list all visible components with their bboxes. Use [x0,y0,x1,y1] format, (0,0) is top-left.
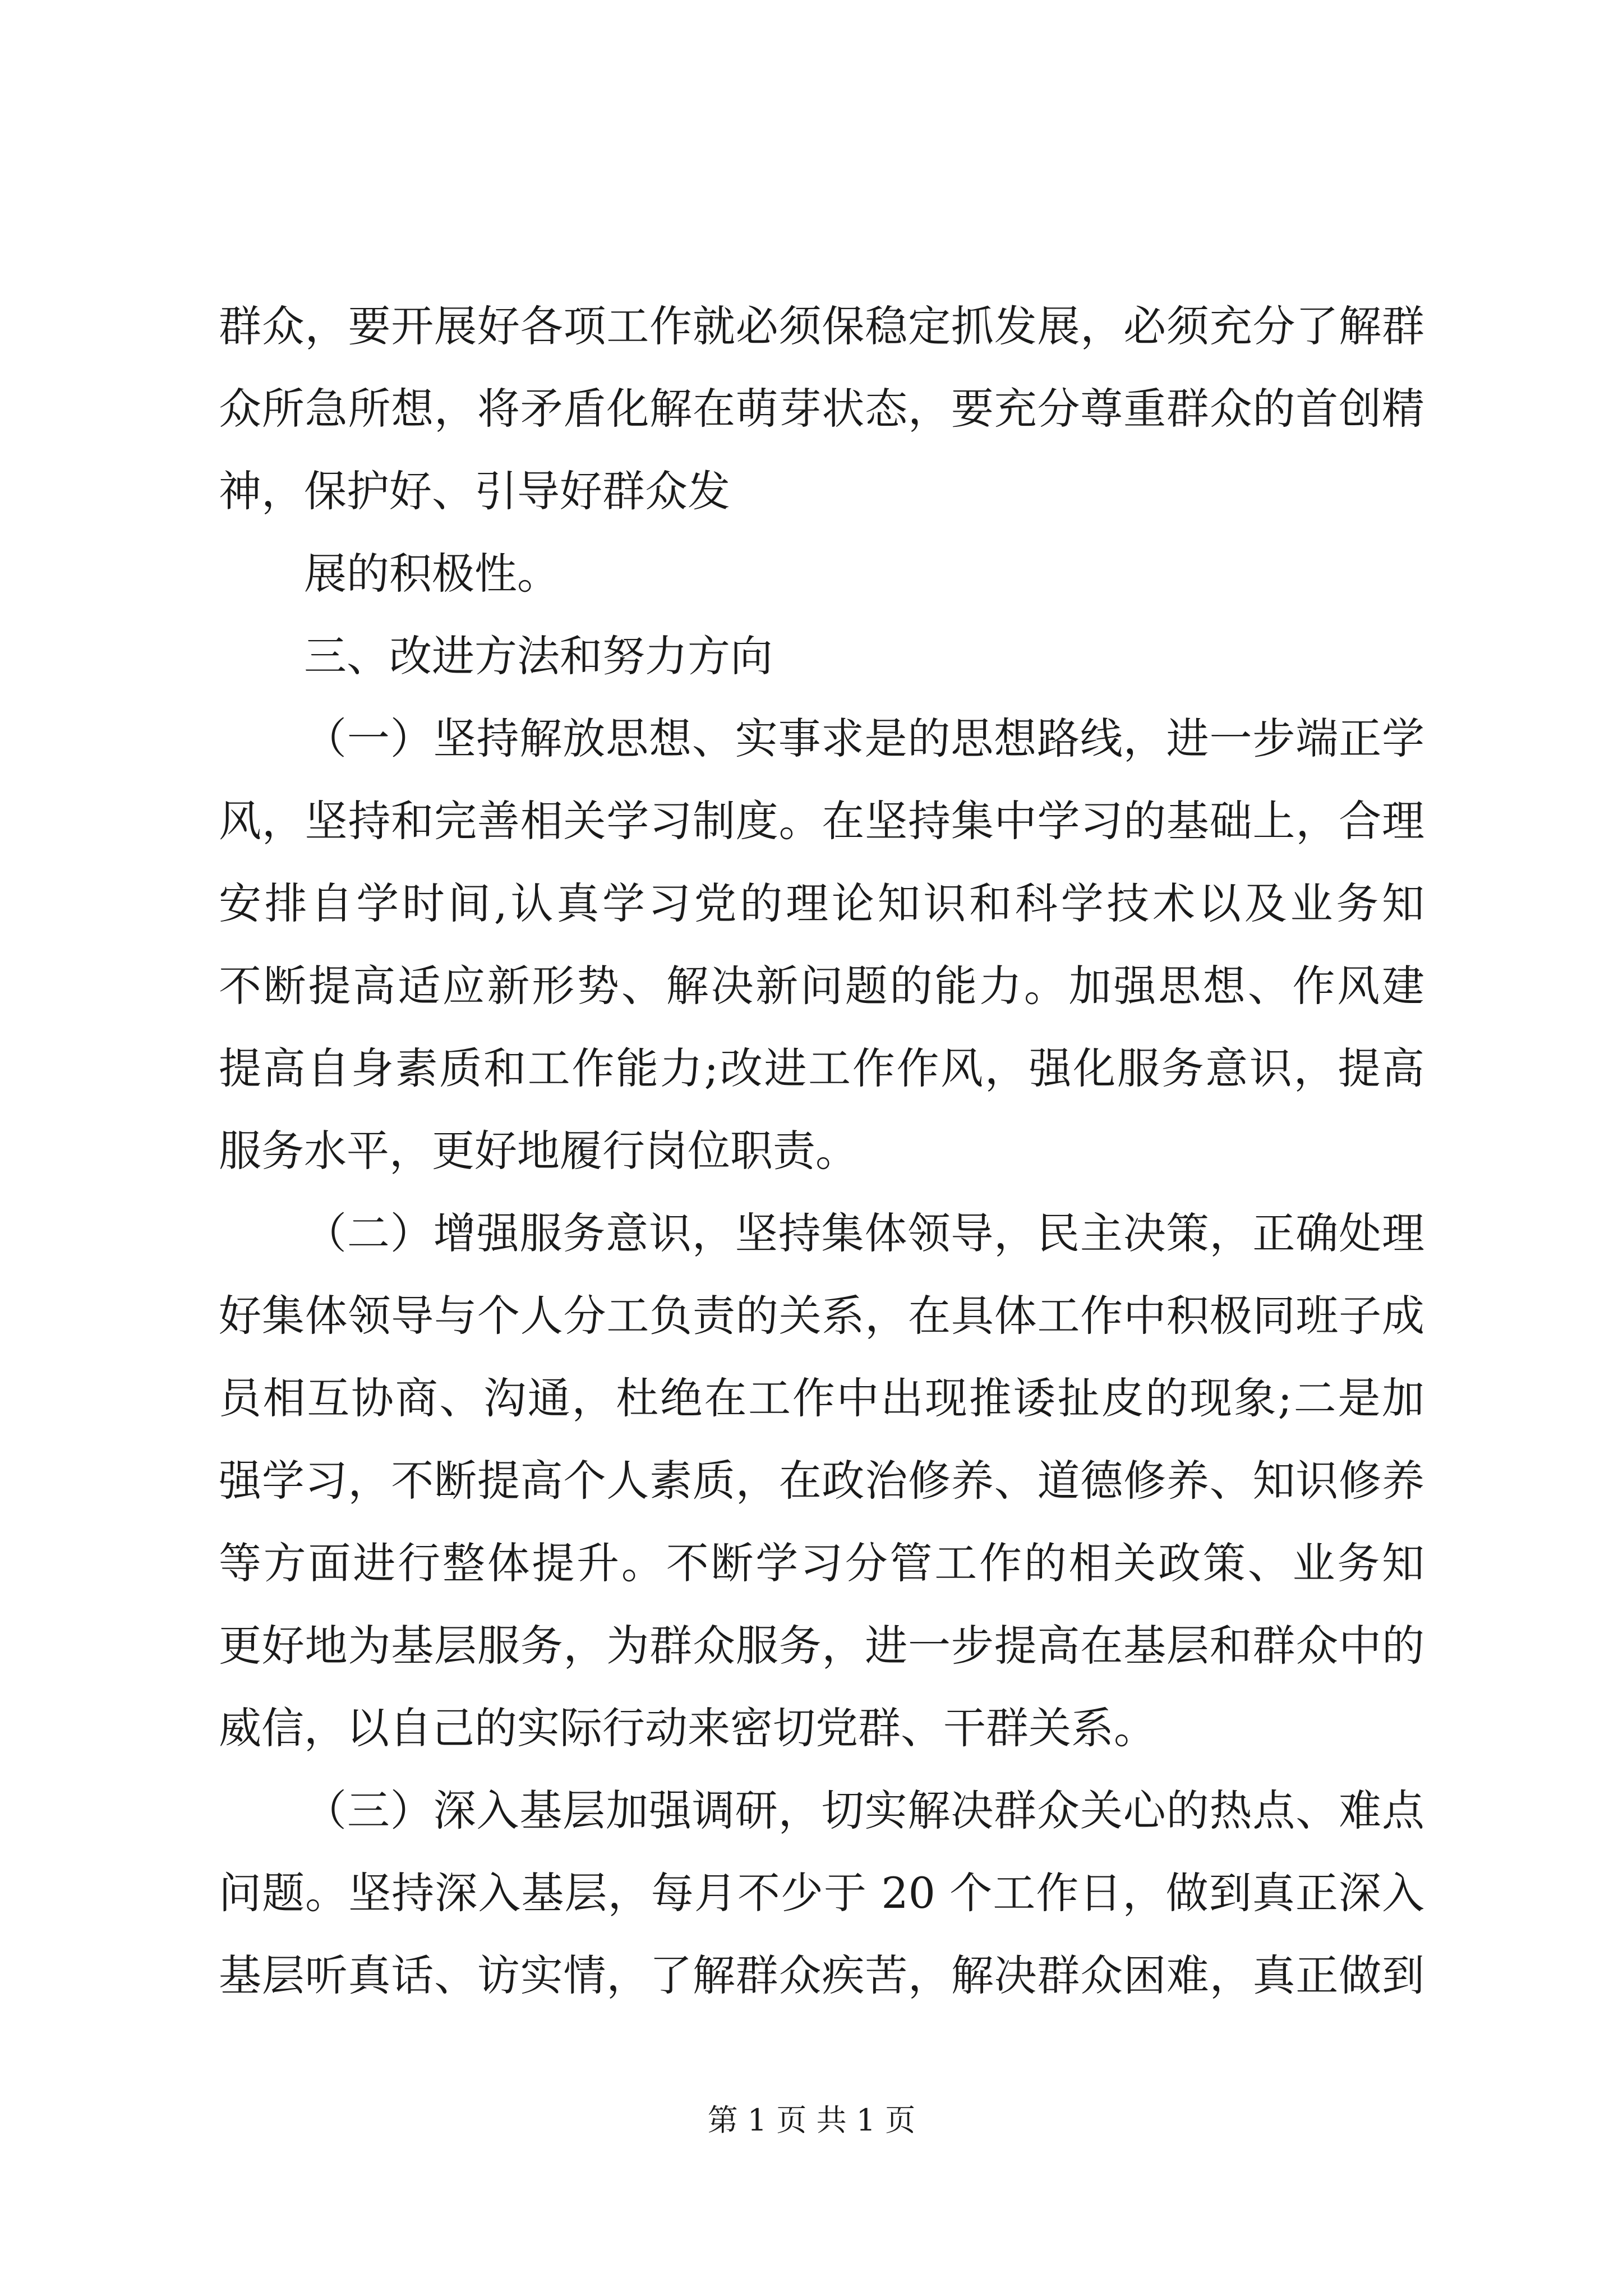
text-line: 群众，要开展好各项工作就必须保稳定抓发展，必须充分了解群 [219,301,1424,351]
text-line: （三）深入基层加强调研，切实解决群众关心的热点、难点 [304,1786,1424,1835]
text-line: 威信，以自己的实际行动来密切党群、干群关系。 [219,1703,1156,1753]
text-line: 问题。坚持深入基层，每月不少于 20 个工作日，做到真正深入 [219,1868,1424,1918]
section-heading: 三、改进方法和努力方向 [304,631,773,681]
page-footer: 第 1 页 共 1 页 [707,2102,916,2138]
text-line: 等方面进行整体提升。不断学习分管工作的相关政策、业务知 [219,1538,1424,1588]
text-line: 基层听真话、访实情，了解群众疾苦，解决群众困难，真正做到 [219,1950,1424,2000]
text-line: 强学习，不断提高个人素质，在政治修养、道德修养、知识修养 [219,1456,1424,1506]
text-line: 风，坚持和完善相关学习制度。在坚持集中学习的基础上，合理 [219,796,1424,846]
text-line: 员相互协商、沟通，杜绝在工作中出现推诿扯皮的现象;二是加 [219,1373,1424,1423]
text-line: 好集体领导与个人分工负责的关系，在具体工作中积极同班子成 [219,1291,1424,1341]
text-line: 提高自身素质和工作能力;改进工作作风，强化服务意识，提高 [219,1043,1424,1093]
text-line: 众所急所想，将矛盾化解在萌芽状态，要充分尊重群众的首创精 [219,384,1424,434]
text-line: 展的积极性。 [304,549,560,599]
text-line: （一）坚持解放思想、实事求是的思想路线，进一步端正学 [304,714,1424,763]
text-line: 更好地为基层服务，为群众服务，进一步提高在基层和群众中的 [219,1621,1424,1671]
text-line: 不断提高适应新形势、解决新问题的能力。加强思想、作风建 [219,961,1424,1011]
document-body [219,285,1424,2017]
text-line: 神，保护好、引导好群众发 [219,466,730,516]
text-line: 服务水平，更好地履行岗位职责。 [219,1126,858,1176]
text-line: （二）增强服务意识，坚持集体领导，民主决策，正确处理 [304,1208,1424,1258]
text-line: 安排自学时间,认真学习党的理论知识和科学技术以及业务知 [219,878,1424,928]
